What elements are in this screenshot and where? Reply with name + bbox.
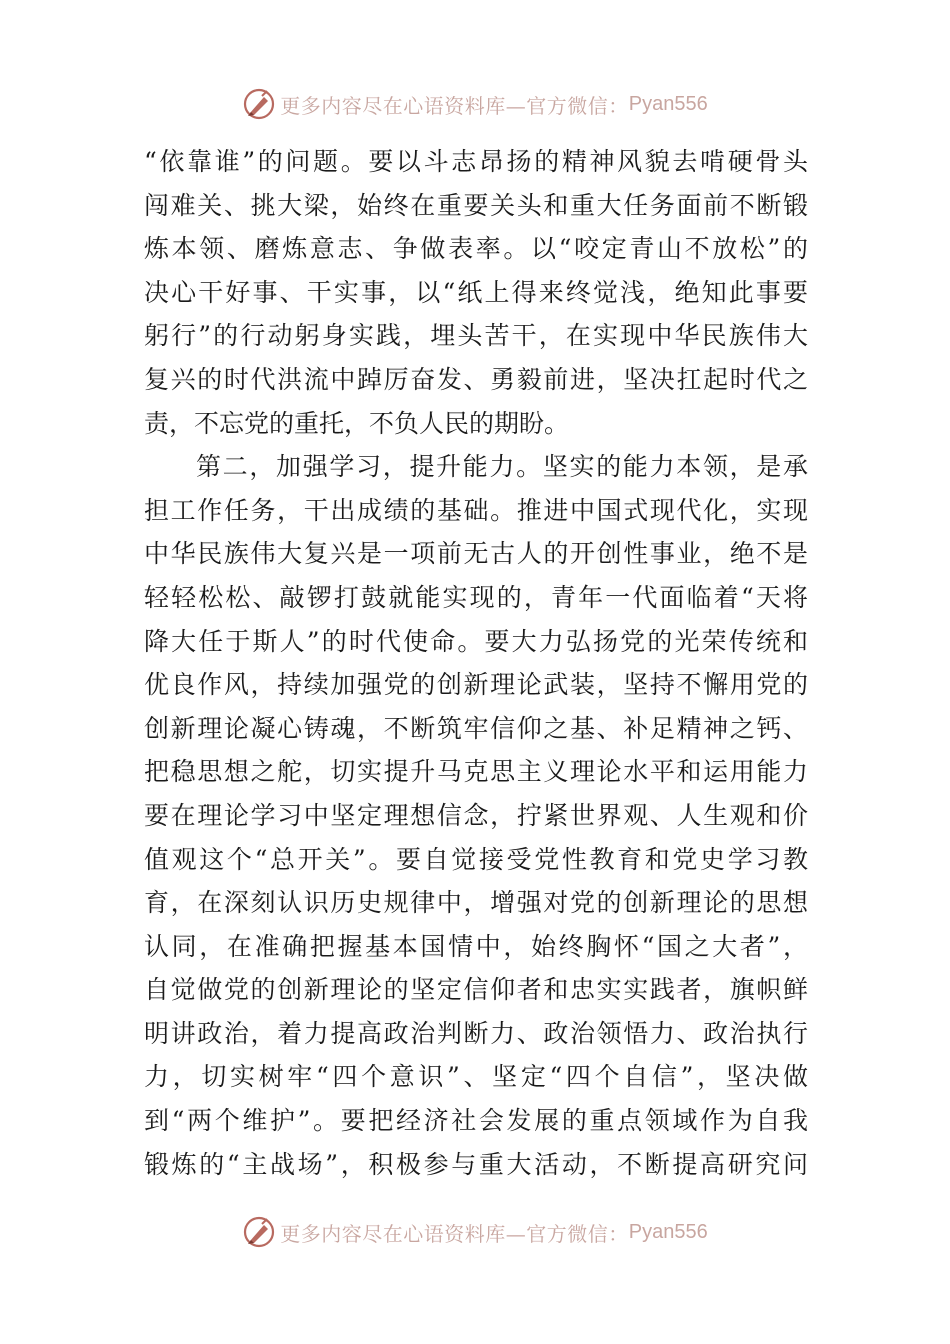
text-line: 复兴的时代洪流中踔厉奋发、勇毅前进，坚决扛起时代之 — [144, 364, 808, 394]
text-line: 明讲政治，着力提高政治判断力、政治领悟力、政治执行 — [144, 1018, 808, 1048]
footer-watermark — [0, 1212, 950, 1252]
text-line: 育，在深刻认识历史规律中，增强对党的创新理论的思想 — [144, 888, 808, 918]
text-line: 轻轻松松、敲锣打鼓就能实现的，青年一代面临着“天将 — [144, 582, 808, 612]
text-line: 值观这个“总开关”。要自觉接受党性教育和党史学习教 — [144, 844, 808, 874]
wechat-id: Pyan556 — [628, 1220, 708, 1243]
paragraph-first-line: 第二，加强学习，提升能力。坚实的能力本领，是承 — [196, 452, 808, 482]
pen-logo-icon — [242, 87, 276, 121]
text-line: 担工作任务，干出成绩的基础。推进中国式现代化，实现 — [144, 495, 808, 525]
text-line: 决心干好事、干实事，以“纸上得来终觉浅，绝知此事要 — [144, 277, 808, 307]
text-line: 创新理论凝心铸魂，不断筑牢信仰之基、补足精神之钙、 — [144, 713, 808, 743]
wechat-id: Pyan556 — [628, 92, 708, 115]
document-body — [144, 140, 808, 1186]
text-line: 炼本领、磨炼意志、争做表率。以“咬定青山不放松”的 — [144, 234, 808, 264]
text-line: 认同，在准确把握基本国情中，始终胸怀“国之大者”， — [144, 931, 808, 961]
text-line: 降大任于斯人”的时代使命。要大力弘扬党的光荣传统和 — [144, 626, 808, 656]
text-line: 躬行”的行动躬身实践，埋头苦干，在实现中华民族伟大 — [144, 321, 808, 351]
text-line: 闯难关、挑大梁，始终在重要关头和重大任务面前不断锻 — [144, 190, 808, 220]
pen-logo-icon — [242, 1215, 276, 1249]
text-line: 要在理论学习中坚定理想信念，拧紧世界观、人生观和价 — [144, 800, 808, 830]
watermark-text: 更多内容尽在心语资料库—官方微信： — [280, 93, 629, 118]
text-line: 到“两个维护”。要把经济社会发展的重点领域作为自我 — [144, 1106, 808, 1136]
text-line: 优良作风，持续加强党的创新理论武装，坚持不懈用党的 — [144, 670, 808, 700]
text-line: 锻炼的“主战场”，积极参与重大活动，不断提高研究问 — [144, 1149, 808, 1179]
text-line: 自觉做党的创新理论的坚定信仰者和忠实实践者，旗帜鲜 — [144, 975, 808, 1005]
header-watermark — [0, 84, 950, 124]
watermark-text: 更多内容尽在心语资料库—官方微信： — [280, 1221, 629, 1246]
text-line: 责，不忘党的重托，不负人民的期盼。 — [144, 408, 570, 438]
text-line: 力，切实树牢“四个意识”、坚定“四个自信”，坚决做 — [144, 1062, 808, 1092]
text-line: 把稳思想之舵，切实提升马克思主义理论水平和运用能力 — [144, 757, 808, 787]
text-line: “依靠谁”的问题。要以斗志昂扬的精神风貌去啃硬骨头 — [144, 147, 808, 176]
text-line: 中华民族伟大复兴是一项前无古人的开创性事业，绝不是 — [144, 539, 808, 569]
